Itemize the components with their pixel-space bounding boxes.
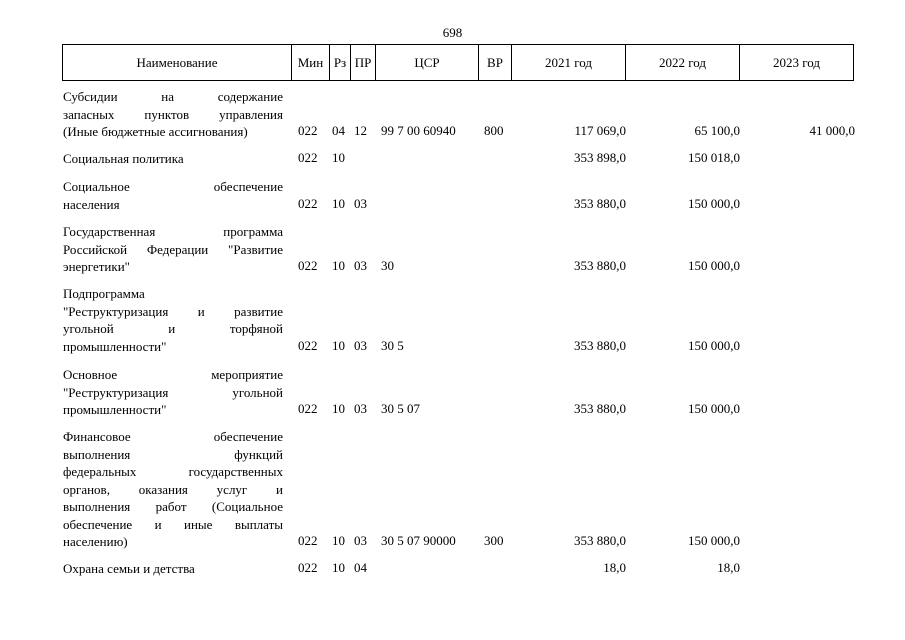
cell-rz: 10	[332, 533, 345, 548]
cell-2022: 150 018,0	[688, 150, 740, 165]
row-name-line: "Реструктуризация угольной	[63, 384, 283, 400]
cell-pr: 03	[354, 533, 367, 548]
cell-2023: 41 000,0	[809, 123, 855, 138]
cell-2022: 65 100,0	[694, 123, 740, 138]
page-number: 698	[442, 25, 463, 40]
column-header-2021: 2021 год	[512, 45, 626, 81]
cell-rz: 04	[332, 123, 345, 138]
cell-2021: 353 880,0	[574, 258, 626, 273]
row-name-line: энергетики"	[63, 259, 130, 274]
column-header-name: Наименование	[63, 45, 292, 81]
row-name-line: Субсидии на содержание	[63, 89, 283, 104]
cell-2021: 18,0	[603, 560, 626, 575]
cell-2021: 353 880,0	[574, 196, 626, 211]
row-name	[63, 150, 283, 168]
column-header-csr: ЦСР	[376, 45, 479, 81]
cell-rz: 10	[332, 560, 345, 575]
cell-2022: 150 000,0	[688, 196, 740, 211]
column-header-vr: ВР	[479, 45, 512, 81]
cell-pr: 12	[354, 123, 367, 138]
row-name-line: Социальное обеспечение	[63, 179, 283, 194]
cell-2021: 353 880,0	[574, 401, 626, 416]
table-header	[62, 44, 854, 81]
cell-min: 022	[298, 338, 318, 353]
cell-rz: 10	[332, 196, 345, 211]
cell-2021: 353 880,0	[574, 533, 626, 548]
cell-2022: 150 000,0	[688, 401, 740, 416]
row-name	[63, 428, 283, 551]
row-name-line: "Реструктуризация и развитие	[63, 303, 283, 319]
cell-csr: 99 7 00 60940	[381, 123, 456, 138]
cell-2021: 117 069,0	[574, 123, 626, 138]
row-name-line: запасных пунктов управления	[63, 106, 283, 122]
cell-rz: 10	[332, 401, 345, 416]
cell-pr: 03	[354, 401, 367, 416]
column-header-rz: Рз	[330, 45, 351, 81]
cell-2021: 353 880,0	[574, 338, 626, 353]
cell-2022: 18,0	[717, 560, 740, 575]
cell-2022: 150 000,0	[688, 338, 740, 353]
column-header-2022: 2022 год	[626, 45, 740, 81]
cell-rz: 10	[332, 150, 345, 165]
row-name-line: населению)	[63, 534, 128, 549]
row-name-line: выполнения работ (Социальное	[63, 499, 283, 514]
cell-csr: 30 5 07	[381, 401, 420, 416]
row-name-line: промышленности"	[63, 338, 167, 354]
column-header-pr: ПР	[351, 45, 376, 81]
row-name	[63, 178, 283, 213]
row-name	[63, 366, 283, 419]
row-name-line: Финансовое обеспечение	[63, 429, 283, 444]
column-header-2023: 2023 год	[740, 45, 854, 81]
cell-vr: 300	[484, 533, 504, 548]
cell-pr: 03	[354, 338, 367, 353]
row-name-line: Подпрограмма	[63, 286, 145, 301]
cell-min: 022	[298, 258, 318, 273]
row-name	[63, 223, 283, 276]
row-name-line: Социальная политика	[63, 151, 184, 166]
cell-min: 022	[298, 123, 318, 138]
row-name-line: промышленности"	[63, 402, 167, 417]
row-name-line: населения	[63, 196, 120, 212]
row-name-line: Государственная программа	[63, 224, 283, 239]
row-name-line: Охрана семьи и детства	[63, 561, 195, 576]
row-name-line: Российской Федерации "Развитие	[63, 241, 283, 257]
cell-pr: 03	[354, 196, 367, 211]
cell-csr: 30 5	[381, 338, 404, 353]
cell-min: 022	[298, 196, 318, 211]
cell-min: 022	[298, 533, 318, 548]
row-name-line: Основное мероприятие	[63, 367, 283, 382]
cell-min: 022	[298, 150, 318, 165]
cell-min: 022	[298, 560, 318, 575]
row-name-line: федеральных государственных	[63, 464, 283, 479]
row-name-line: органов, оказания услуг и	[63, 481, 283, 497]
cell-rz: 10	[332, 258, 345, 273]
row-name-line: (Иные бюджетные ассигнования)	[63, 124, 248, 139]
cell-2022: 150 000,0	[688, 258, 740, 273]
cell-2021: 353 898,0	[574, 150, 626, 165]
column-header-min: Мин	[292, 45, 330, 81]
row-name-line: обеспечение и иные выплаты	[63, 516, 283, 532]
cell-csr: 30	[381, 258, 394, 273]
cell-pr: 03	[354, 258, 367, 273]
row-name	[63, 560, 283, 578]
cell-pr: 04	[354, 560, 367, 575]
row-name-line: выполнения функций	[63, 446, 283, 462]
row-name	[63, 285, 283, 355]
cell-min: 022	[298, 401, 318, 416]
cell-vr: 800	[484, 123, 504, 138]
cell-rz: 10	[332, 338, 345, 353]
row-name-line: угольной и торфяной	[63, 321, 283, 336]
cell-csr: 30 5 07 90000	[381, 533, 456, 548]
cell-2022: 150 000,0	[688, 533, 740, 548]
row-name	[63, 88, 283, 141]
